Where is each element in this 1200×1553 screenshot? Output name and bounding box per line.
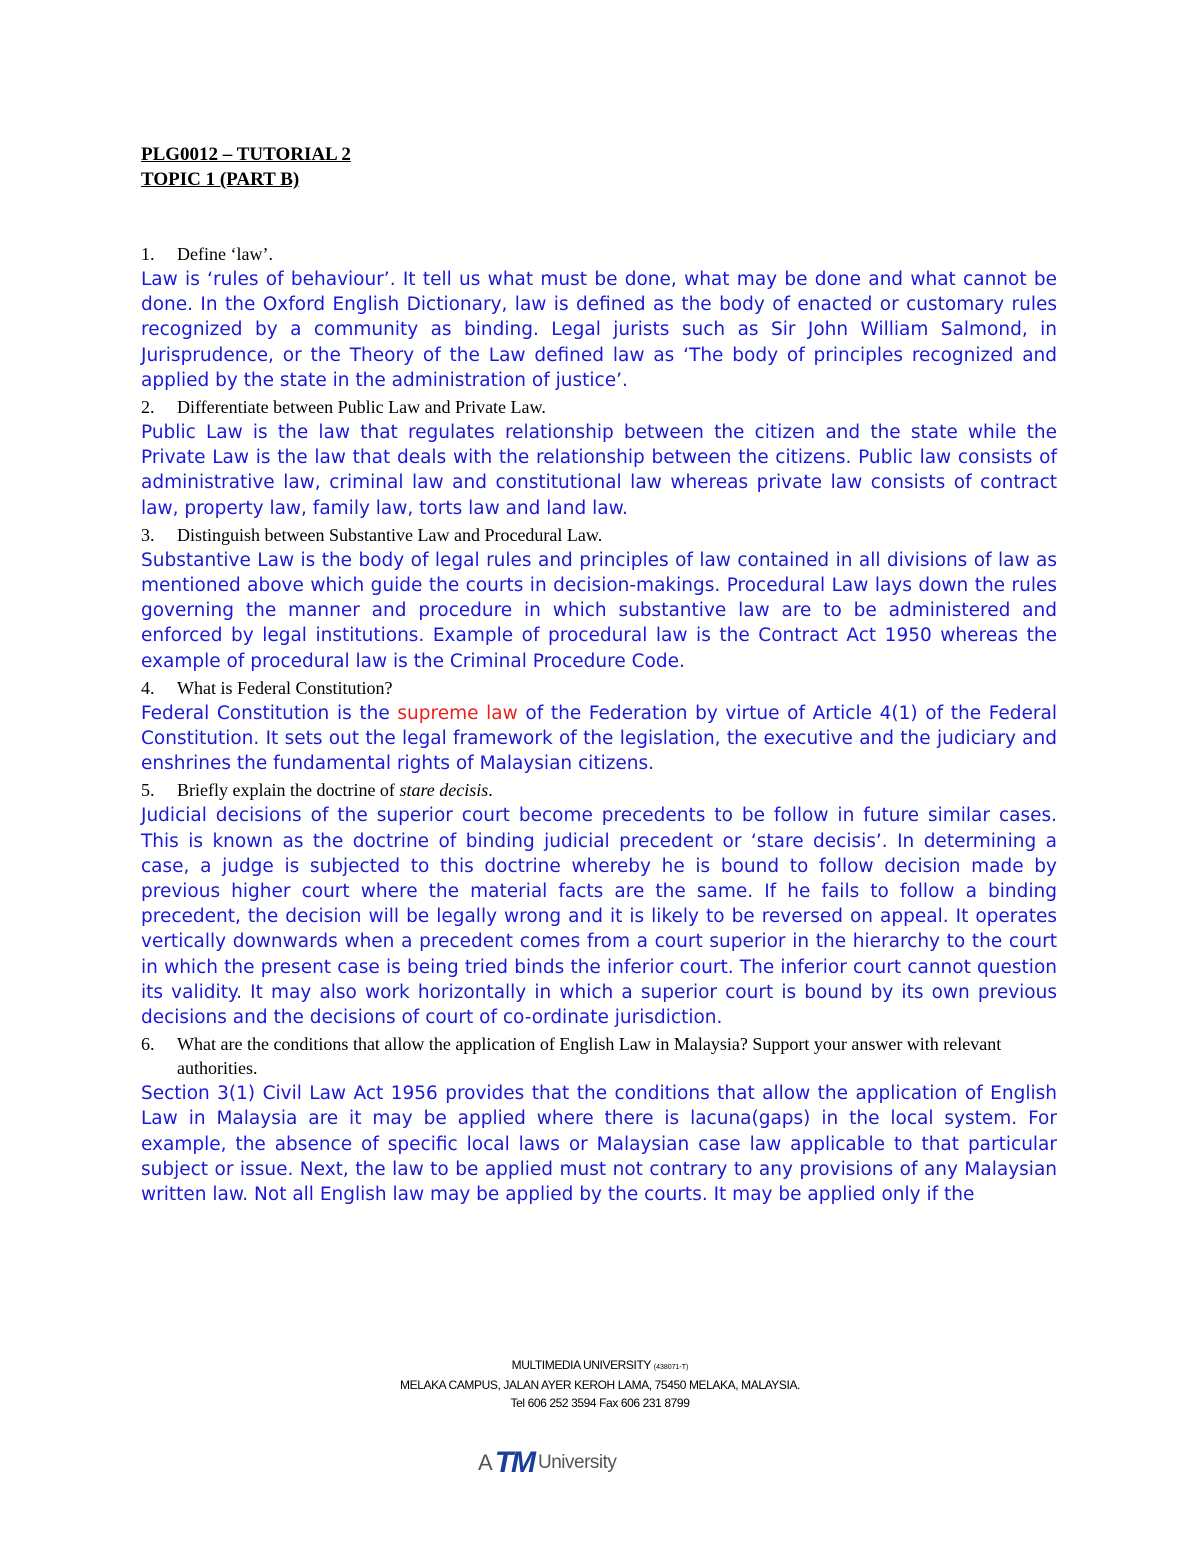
answer-6: Section 3(1) Civil Law Act 1956 provides that the conditions that allow the application of English Law in Malaysia are it may be applied where there is lacuna(gaps) in the local system. For example, the absence of specific local laws or Malaysian case law applicable to that particular subject or issue. Next, the law to be applied must not contrary to any provisions of any Malaysian written law. Not all English law may be applied by the courts. It may be applied only if the: [141, 1083, 1057, 1206]
question-1: [141, 242, 1057, 266]
answer-5: Judicial decisions of the superior court become precedents to be follow in future similar cases. This is known as the doctrine of binding judicial precedent or ‘stare decisis’. In determining a case, a judge is subjected to this doctrine whereby he is bound to follow decision made by previous higher court where the material facts are the same. If he fails to follow a binding precedent, the decision will be legally wrong and it is likely to be reversed on appeal. It operates vertically downwards when a precedent comes from a court superior in the hierarchy to the court in which the present case is being tried binds the inferior court. The inferior court cannot question its validity. It may also work horizontally in which a superior court is bound by its own previous decisions and the decisions of court of co-ordinate jurisdiction.: [141, 805, 1057, 1029]
registration-number: (438071-T): [653, 1364, 689, 1371]
question-text: What are the conditions that allow the application of English Law in Malaysia? Support your answer with relevant authorities.: [177, 1034, 1002, 1079]
logo-suffix: University: [538, 1452, 617, 1473]
question-number: 4.: [141, 677, 155, 698]
question-number: 6.: [141, 1034, 155, 1055]
question-text-part: .: [488, 780, 493, 801]
logo-prefix: A: [478, 1450, 493, 1475]
question-number: 1.: [141, 244, 155, 264]
footer-university: [0, 1356, 1200, 1377]
question-text: Differentiate between Public Law and Private Law.: [177, 397, 546, 418]
question-6: [141, 1032, 1057, 1080]
question-number: 3.: [141, 524, 155, 545]
highlighted-term: supreme law: [397, 702, 518, 724]
question-4: [141, 676, 1057, 700]
answer-2: Public Law is the law that regulates relationship between the citizen and the state while the Private Law is the law that deals with the relationship between the citizens. Public law consists of administrative law, criminal law and constitutional law whereas private law consists of contract law, property law, family law, torts law and land law.: [141, 422, 1057, 519]
question-text: What is Federal Constitution?: [177, 677, 393, 698]
tutorial-content: [141, 240, 1057, 1207]
logo-brand: TM: [494, 1446, 535, 1479]
italic-term: stare decisis: [399, 780, 489, 801]
answer-3: Substantive Law is the body of legal rules and principles of law contained in all divisions of law as mentioned above which guide the courts in decision-makings. Procedural Law lays down the rules governing the manner and procedure in which substantive law are to be administered and enforced by legal institutions. Example of procedural law is the Contract Act 1950 whereas the example of procedural law is the Criminal Procedure Code.: [141, 549, 1057, 672]
answer-4: [141, 701, 1057, 777]
footer-contact: Tel 606 252 3594 Fax 606 231 8799: [510, 1396, 690, 1410]
question-number: 5.: [141, 780, 155, 801]
answer-1: Law is ‘rules of behaviour’. It tell us what must be done, what may be done and what cannot be done. In the Oxford English Dictionary, law is defined as the body of enacted or customary rules recognized by a community as binding. Legal jurists such as Sir John William Salmond, in Jurisprudence, or the Theory of the Law defined law as ‘The body of principles recognized and applied by the state in the administration of justice’.: [141, 269, 1057, 391]
document-title: PLG0012 – TUTORIAL 2: [141, 144, 351, 165]
question-3: [141, 523, 1057, 547]
question-text: Define ‘law’.: [177, 244, 273, 264]
question-text-part: Briefly explain the doctrine of: [177, 780, 400, 801]
question-text: [177, 778, 1057, 802]
footer-address: MELAKA CAMPUS, JALAN AYER KEROH LAMA, 75450 MELAKA, MALAYSIA.: [400, 1378, 800, 1392]
question-2: [141, 395, 1057, 419]
question-number: 2.: [141, 397, 155, 418]
answer-text: Federal Constitution is the: [141, 702, 398, 724]
university-name: MULTIMEDIA UNIVERSITY: [511, 1358, 651, 1372]
question-text: Distinguish between Substantive Law and Procedural Law.: [177, 524, 603, 545]
question-5: [141, 778, 1057, 802]
answer-text: of the Federation by virtue of Article 4(1) of the Federal Constitution. It sets out the legal framework of the legislation, the executive and the judiciary and enshrines the fundamental rights of Malaysian citizens.: [141, 702, 1057, 775]
tm-university-logo: [478, 1446, 628, 1480]
document-subtitle: TOPIC 1 (PART B): [141, 169, 300, 190]
